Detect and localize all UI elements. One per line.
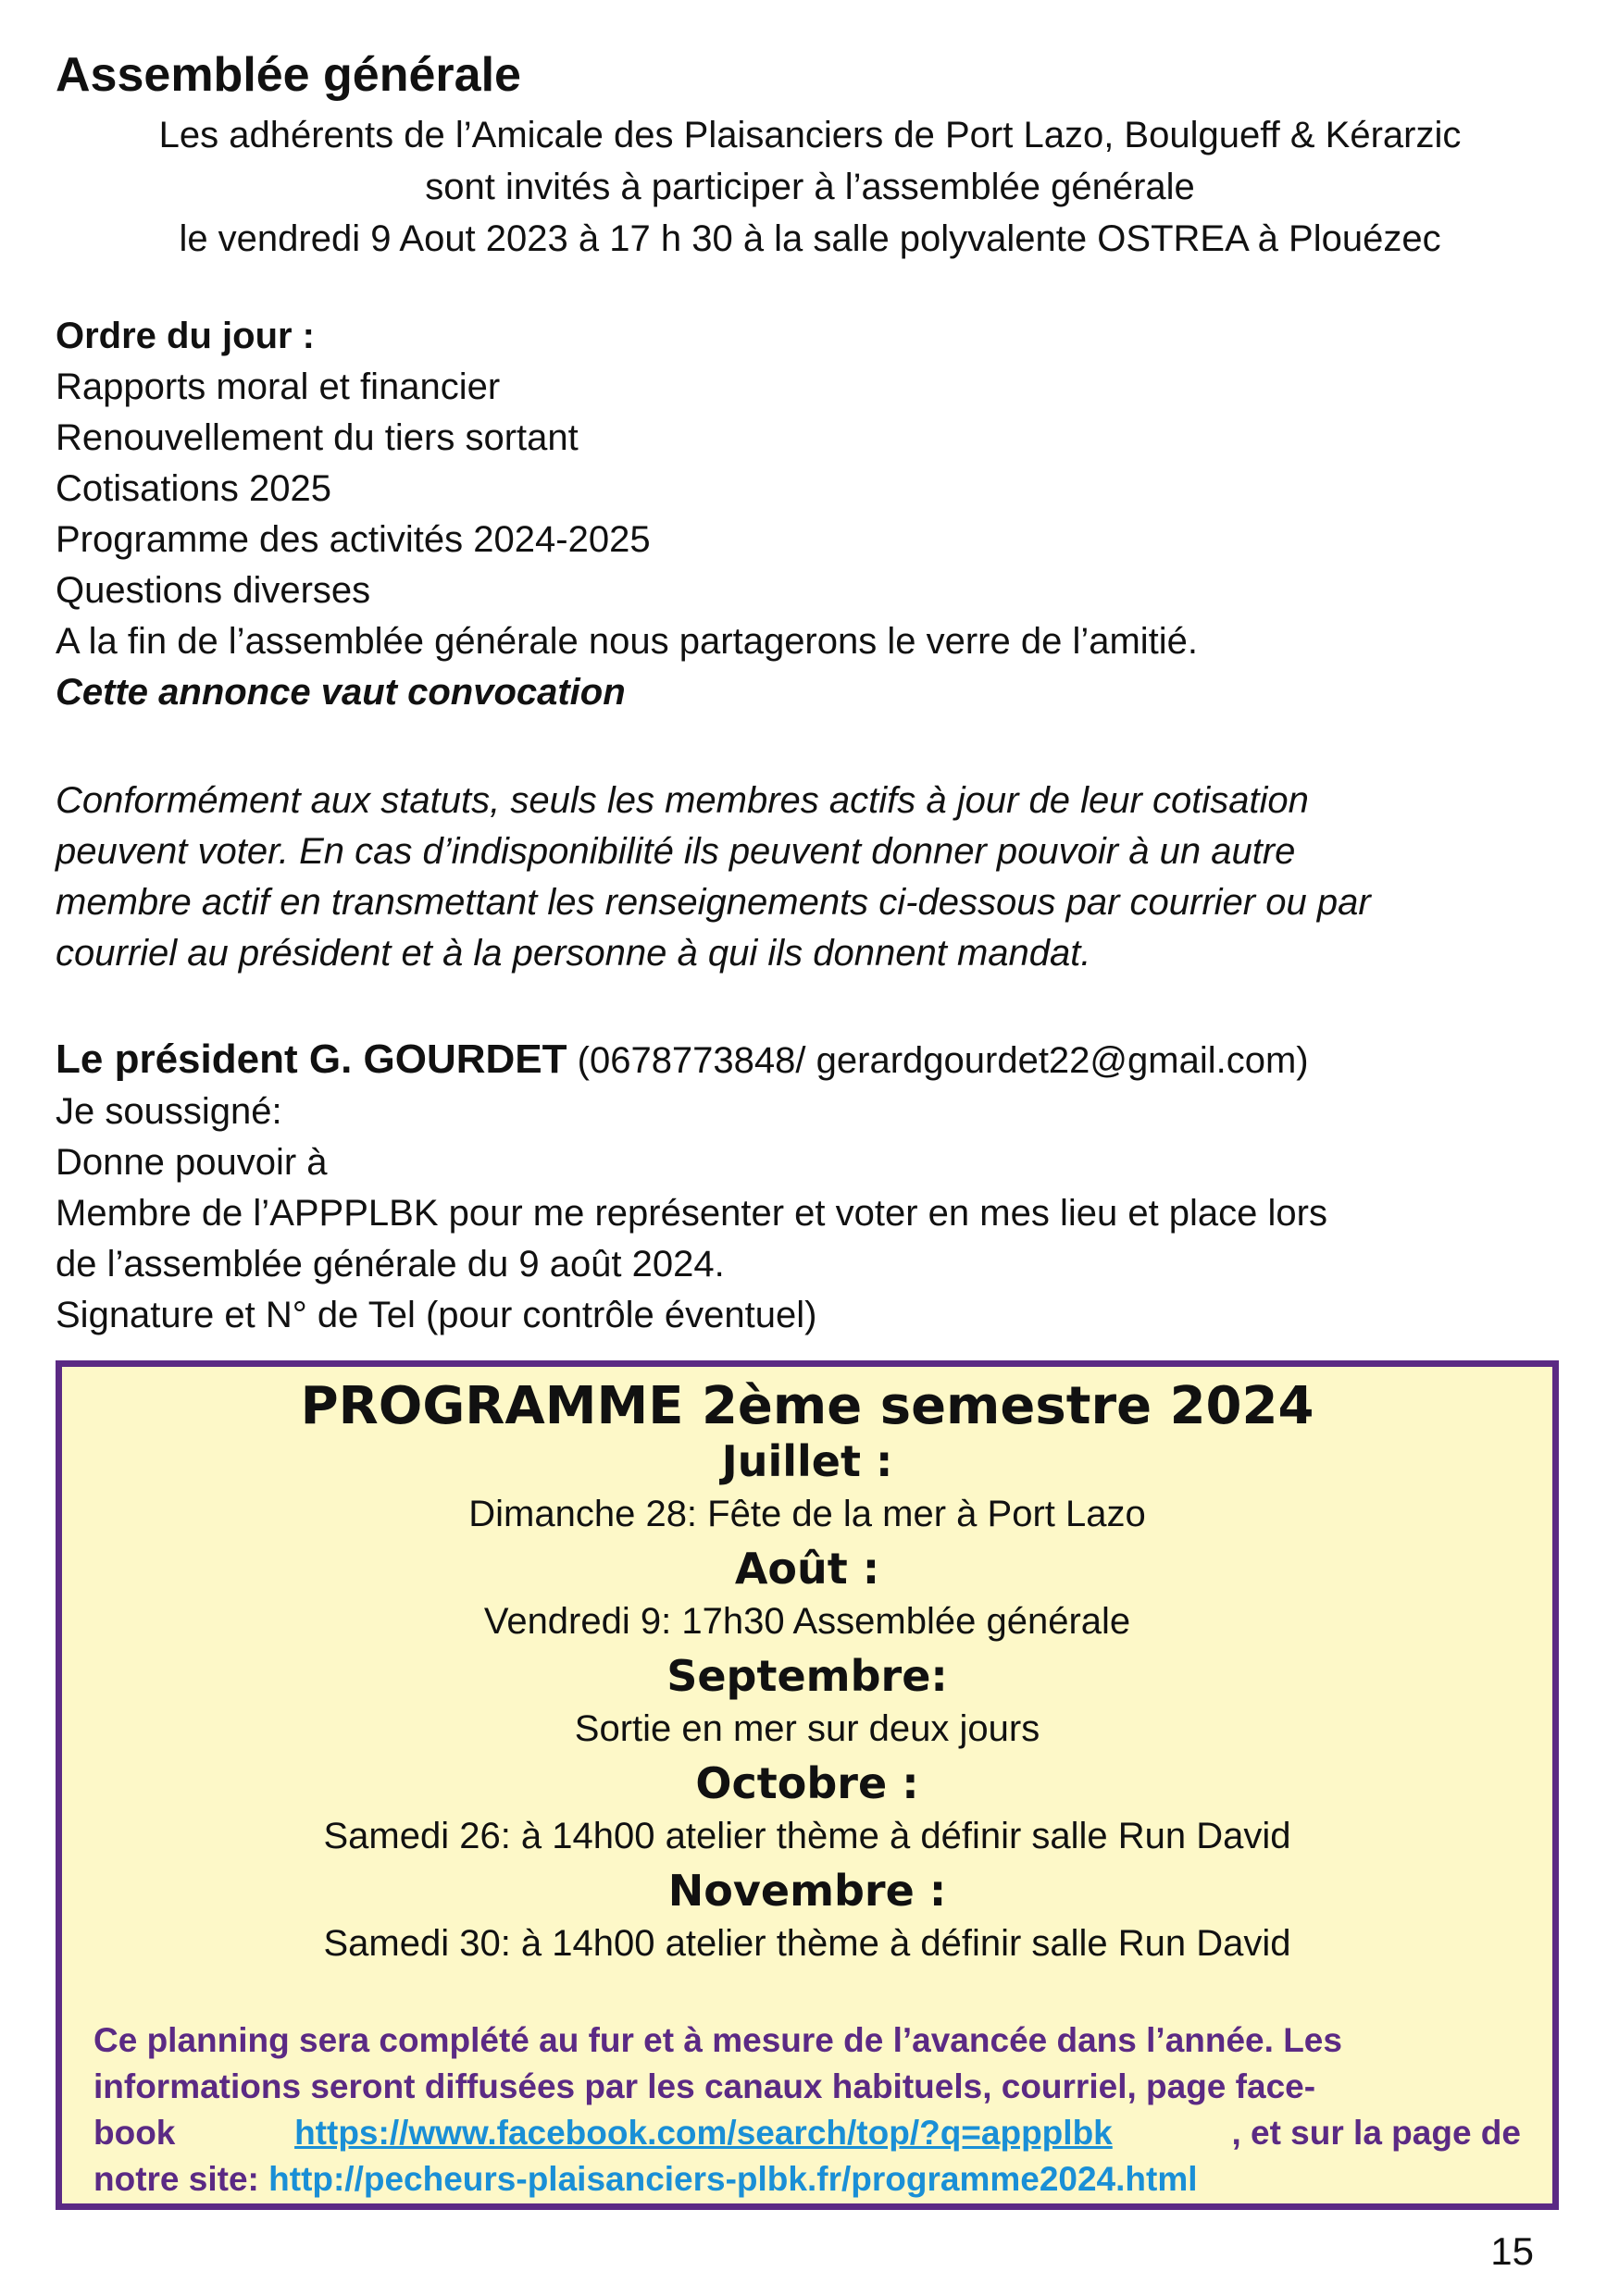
invitation-line: sont invités à participer à l’assemblée générale bbox=[425, 167, 1195, 207]
note-text: , et sur la page de bbox=[1231, 2114, 1521, 2152]
invitation-line: Les adhérents de l’Amicale des Plaisanciers de Port Lazo, Boulgueff & Kérarzic bbox=[158, 115, 1462, 155]
note-line bbox=[93, 2110, 1521, 2156]
agenda-heading: Ordre du jour : bbox=[56, 316, 315, 356]
agenda-item: Renouvellement du tiers sortant bbox=[56, 417, 579, 458]
note-text: informations seront diffusées par les canaux habituels, courriel, page face- bbox=[93, 2067, 1316, 2105]
month-heading: Août : bbox=[734, 1544, 880, 1594]
president-name: Le président G. GOURDET bbox=[56, 1036, 567, 1082]
month-event: Vendredi 9: 17h30 Assemblée générale bbox=[483, 1601, 1131, 1642]
agenda-item: A la fin de l’assemblée générale nous partagerons le verre de l’amitié. bbox=[56, 621, 1199, 662]
voting-rules bbox=[56, 776, 1574, 979]
invitation-line: le vendredi 9 Aout 2023 à 17 h 30 à la salle polyvalente OSTREA à Plouézec bbox=[179, 218, 1441, 259]
month-heading: Juillet : bbox=[721, 1436, 893, 1486]
rules-line: courriel au président et à la personne à qui ils donnent mandat. bbox=[56, 933, 1091, 974]
proxy-line: Membre de l’APPPLBK pour me représenter et voter en mes lieu et place lors bbox=[56, 1193, 1327, 1234]
agenda-item: Programme des activités 2024-2025 bbox=[56, 519, 651, 560]
proxy-line: Signature et N° de Tel (pour contrôle éventuel) bbox=[56, 1295, 817, 1335]
website-link[interactable]: http://pecheurs-plaisanciers-plbk.fr/programme2024.html bbox=[268, 2160, 1198, 2198]
note-line bbox=[93, 2064, 1521, 2110]
programme-title: PROGRAMME 2ème semestre 2024 bbox=[300, 1376, 1314, 1436]
rules-line: Conformément aux statuts, seuls les membres actifs à jour de leur cotisation bbox=[56, 780, 1309, 821]
programme-box bbox=[56, 1360, 1559, 2210]
agenda-item: Rapports moral et financier bbox=[56, 366, 501, 407]
note-text: Ce planning sera complété au fur et à mesure de l’avancée dans l’année. Les bbox=[93, 2021, 1342, 2059]
page-title: Assemblée générale bbox=[56, 48, 521, 102]
proxy-line: Je soussigné: bbox=[56, 1091, 282, 1132]
month-heading: Septembre: bbox=[666, 1651, 948, 1701]
proxy-line: de l’assemblée générale du 9 août 2024. bbox=[56, 1244, 725, 1285]
note-text: notre site: bbox=[93, 2160, 269, 2198]
proxy-line: Donne pouvoir à bbox=[56, 1142, 328, 1183]
invitation-block bbox=[37, 109, 1583, 265]
rules-line: membre actif en transmettant les renseignements ci-dessous par courrier ou par bbox=[56, 882, 1371, 923]
facebook-link[interactable]: https://www.facebook.com/search/top/?q=appplbk bbox=[294, 2114, 1113, 2152]
note-line bbox=[93, 2156, 1521, 2203]
rules-line: peuvent voter. En cas d’indisponibilité ils peuvent donner pouvoir à un autre bbox=[56, 831, 1296, 872]
note-text: book bbox=[93, 2114, 176, 2152]
note-line bbox=[93, 2017, 1521, 2064]
agenda-item: Questions diverses bbox=[56, 570, 371, 611]
month-event: Samedi 26: à 14h00 atelier thème à définir salle Run David bbox=[323, 1816, 1291, 1856]
month-event: Samedi 30: à 14h00 atelier thème à définir salle Run David bbox=[323, 1923, 1291, 1964]
month-heading: Octobre : bbox=[695, 1758, 919, 1808]
proxy-form bbox=[56, 1034, 1574, 1341]
month-event: Sortie en mer sur deux jours bbox=[574, 1708, 1040, 1749]
convocation-notice: Cette annonce vaut convocation bbox=[56, 672, 626, 713]
programme-content bbox=[62, 1378, 1552, 1972]
agenda-item: Cotisations 2025 bbox=[56, 468, 331, 509]
month-event: Dimanche 28: Fête de la mer à Port Lazo bbox=[468, 1494, 1146, 1534]
month-heading: Novembre : bbox=[667, 1866, 947, 1916]
page-number: 15 bbox=[1490, 2229, 1534, 2273]
agenda-block bbox=[56, 311, 1574, 718]
planning-note bbox=[93, 2017, 1521, 2203]
president-line bbox=[56, 1034, 1574, 1086]
president-contact: (0678773848/ gerardgourdet22@gmail.com) bbox=[567, 1040, 1309, 1081]
